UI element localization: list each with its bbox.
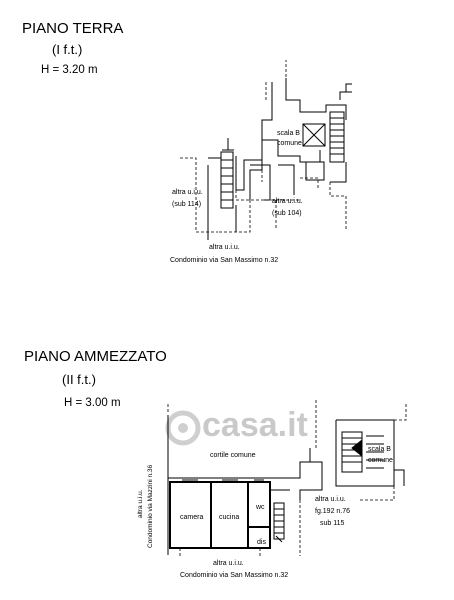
mezz-stair-label: scala B	[368, 446, 391, 453]
mezzanine-floor-title: PIANO AMMEZZATO	[24, 348, 167, 365]
mezzanine-floor-height: H = 3.00 m	[64, 397, 121, 409]
ground-stair-label: scala B	[277, 130, 300, 137]
ground-floor-height: H = 3.20 m	[41, 64, 98, 76]
ground-stair-common-label: comune	[277, 140, 302, 147]
mezz-right-sub-label: sub 115	[320, 520, 345, 527]
ground-floor-level: (I f.t.)	[52, 42, 83, 57]
mezz-right-unit-label: altra u.i.u.	[315, 496, 346, 503]
mezz-room-camera: camera	[180, 514, 204, 521]
ground-left-unit-label: altra u.i.u.	[172, 189, 203, 196]
mezz-room-dis: dis	[257, 539, 266, 546]
mezzanine-floor-level: (II f.t.)	[62, 372, 96, 387]
mezz-room-wc: wc	[256, 504, 265, 511]
mezz-condo-label: Condominio via San Massimo n.32	[180, 572, 289, 579]
ground-right-unit-label: altra u.i.u.	[272, 198, 303, 205]
mezz-left-condo-label: Condominio via Mazzini n.36	[147, 464, 154, 548]
ground-condo-label: Condominio via San Massimo n.32	[170, 257, 279, 264]
watermark: casa.it	[202, 406, 308, 444]
ground-right-sub-label: (sub 104)	[272, 210, 302, 217]
mezz-left-unit-label: altra u.i.u.	[137, 489, 144, 518]
mezz-courtyard-label: cortile comune	[210, 452, 256, 459]
mezz-bottom-unit-label: altra u.i.u.	[213, 560, 244, 567]
ground-left-sub-label: (sub 114)	[172, 201, 202, 208]
ground-floor-title: PIANO TERRA	[22, 20, 124, 37]
ground-bottom-unit-label: altra u.i.u.	[209, 244, 240, 251]
mezz-stair-common-label: comune	[368, 457, 393, 464]
mezz-right-ref-label: fg.192 n.76	[315, 508, 351, 515]
mezz-room-cucina: cucina	[219, 514, 240, 521]
